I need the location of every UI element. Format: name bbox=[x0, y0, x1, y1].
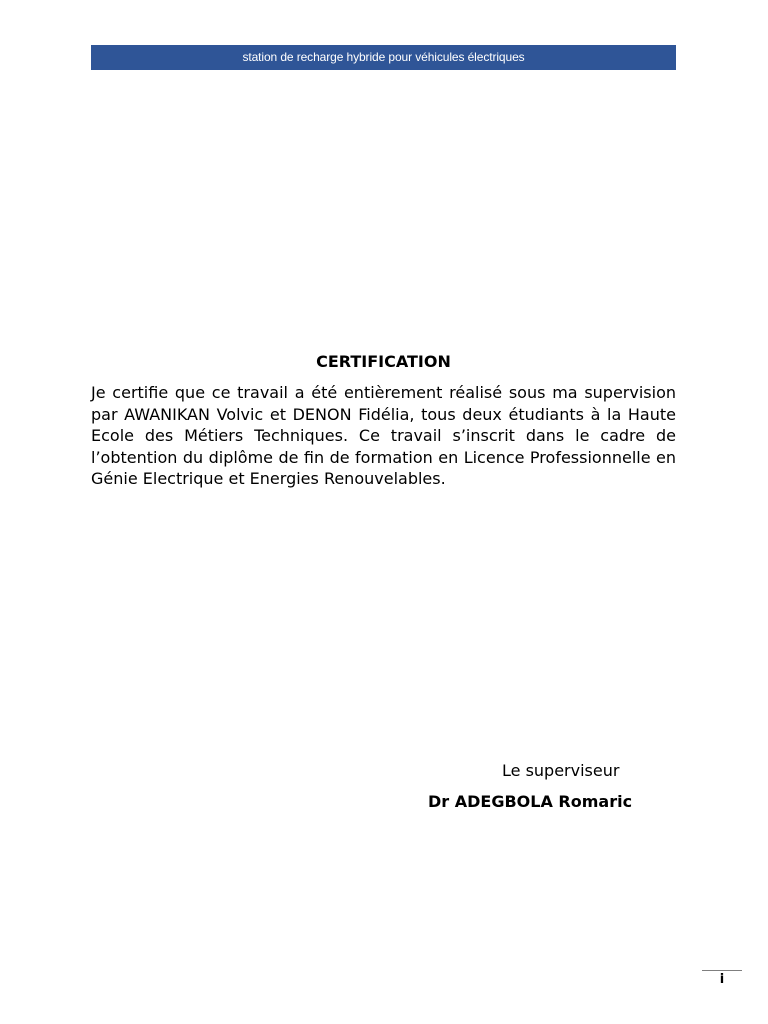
page-number: i bbox=[719, 972, 725, 987]
running-header-title: station de recharge hybride pour véhicules électriques bbox=[242, 50, 525, 64]
certification-body: Je certifie que ce travail a été entièrement réalisé sous ma supervision par AWANIKAN Volvic et DENON Fidélia, tous deux étudiants à la Haute Ecole des Métiers Techniques. Ce travail s’inscrit dans le cadre de l’obtention du diplôme de fin de formation en Licence Professionnelle en Génie Electrique et Energies Renouvelables. bbox=[91, 383, 676, 488]
running-header bbox=[91, 45, 676, 70]
signature-role: Le superviseur bbox=[502, 761, 620, 780]
certification-heading: CERTIFICATION bbox=[316, 352, 451, 371]
signature-name: Dr ADEGBOLA Romaric bbox=[428, 792, 633, 811]
